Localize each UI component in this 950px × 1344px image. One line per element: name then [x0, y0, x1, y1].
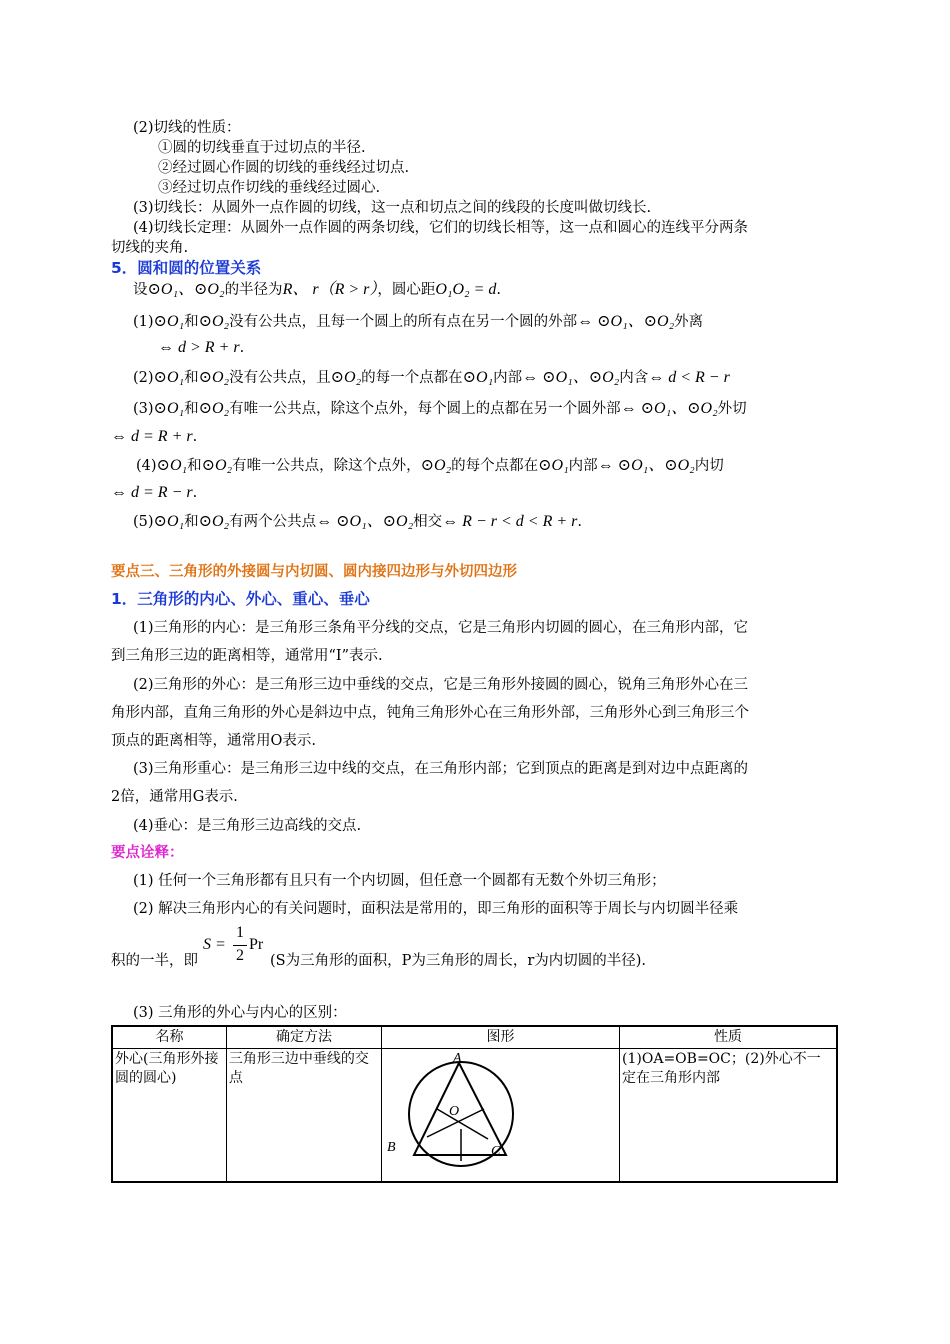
- tangent-length: (3)切线长：从圆外一点作圆的切线，这一点和切点之间的线段的长度叫做切线长.: [133, 200, 652, 216]
- text: 和: [184, 401, 199, 417]
- tangent-prop-2: ②经过圆心作圆的切线的垂线经过切点.: [158, 160, 410, 176]
- bisector-ab: [437, 1109, 488, 1139]
- centroid-line1: (3)三角形重心：是三角形三边中线的交点，在三角形内部；它到顶点的距离是到对边中点距离的: [133, 761, 749, 777]
- tangent-theorem-line2: 切线的夹角.: [111, 240, 189, 256]
- math: ⊙O₂: [198, 369, 230, 386]
- circumcenter-line2: 角形内部，直角三角形的外心是斜边中点，钝角三角形外心在三角形外部，三角形外心到三角形三个: [111, 705, 749, 721]
- math: ⊙O₁: [538, 457, 569, 474]
- cell-property: (1)OA=OB=OC；(2)外心不一定在三角形内部: [620, 1049, 837, 1183]
- text: 和: [184, 314, 199, 330]
- text: 外离: [674, 314, 704, 330]
- case-1-line1: [133, 312, 703, 332]
- text: 有唯一公共点，除这个点外，每个圆上的点都在另一个圆外部: [229, 401, 621, 417]
- math: ⊙O₂: [330, 369, 362, 386]
- text: 和: [184, 370, 199, 386]
- text: (4): [136, 458, 157, 474]
- case-5: [133, 512, 582, 532]
- circumcenter-line1: (2)三角形的外心：是三角形三边中垂线的交点，它是三角形外接圆的圆心，锐角三角形外心在三: [133, 677, 749, 693]
- section3-heading: 要点三、三角形的外接圆与内切圆、圆内接四边形与外切四边形: [111, 564, 517, 580]
- cell-name: 外心(三角形外接圆的圆心): [112, 1049, 226, 1183]
- text: 内含: [619, 370, 649, 386]
- math: R、 r（R > r）: [282, 281, 378, 298]
- circles-heading: 5．圆和圆的位置关系: [111, 259, 262, 277]
- text: .: [239, 340, 245, 356]
- case-2: [133, 368, 730, 388]
- note-3: (3) 三角形的外心与内心的区别：: [133, 1005, 347, 1021]
- formula-rhs: Pr: [249, 936, 264, 953]
- text: 的每一个点都在: [361, 370, 463, 386]
- math: ⇔ d > R + r: [158, 339, 240, 356]
- math: ⊙O₂: [420, 457, 452, 474]
- math: ⊙O₂: [198, 313, 230, 330]
- note-2-line1: (2) 解决三角形内心的有关问题时，面积法是常用的，即三角形的面积等于周长与内切圆半径乘: [133, 901, 739, 917]
- circles-setup: [133, 280, 501, 300]
- label-c: C: [491, 1144, 501, 1159]
- text: 有两个公共点: [229, 514, 317, 530]
- circumcenter-line3: 顶点的距离相等，通常用O表示.: [111, 733, 316, 749]
- math: ⊙O₁: [153, 369, 185, 386]
- math: ⊙O₁: [153, 400, 185, 417]
- text: 的半径为: [224, 282, 283, 298]
- triangle: [414, 1063, 506, 1155]
- math: ⇔ ⊙O₁、⊙O₂: [620, 400, 718, 417]
- note-2-line2-prefix: 积的一半，即: [111, 953, 198, 969]
- table-row: [112, 1049, 837, 1183]
- incenter-line1: (1)三角形的内心：是三角形三条角平分线的交点，它是三角形内切圆的圆心，在三角形内部，它: [133, 620, 749, 636]
- comparison-table: [111, 1025, 838, 1183]
- formula-lhs: S =: [203, 936, 226, 953]
- note-2-line2-suffix: (S为三角形的面积，P为三角形的周长，r为内切圆的半径).: [270, 953, 647, 969]
- case-3-line1: [133, 399, 747, 419]
- math: O₁O₂ = d: [435, 281, 497, 298]
- text: 相交: [413, 514, 443, 530]
- text: 的每个点都在: [451, 458, 539, 474]
- formula-fraction-bar: [233, 945, 247, 946]
- incenter-line2: 到三角形三边的距离相等，通常用“I”表示.: [111, 648, 383, 664]
- text: 和: [187, 458, 202, 474]
- text: (2): [133, 370, 154, 386]
- case-4-line2: [111, 483, 197, 503]
- text: 内部: [493, 370, 523, 386]
- math: ⇔ ⊙O₁、⊙O₂: [577, 313, 675, 330]
- orthocenter-line: (4)垂心：是三角形三边高线的交点.: [133, 818, 362, 834]
- math: ⊙O₂: [198, 400, 230, 417]
- math: ⇔ R − r < d < R + r: [442, 513, 578, 530]
- math: ⇔ d = R + r: [111, 428, 193, 445]
- math: ⇔ d < R − r: [648, 369, 730, 386]
- centroid-line2: 2倍，通常用G表示.: [111, 789, 238, 805]
- text: 和: [184, 514, 199, 530]
- header-figure: 图形: [382, 1026, 620, 1049]
- text: .: [496, 282, 502, 298]
- math: ⇔ ⊙O₁、⊙O₂: [522, 369, 620, 386]
- tangent-prop-1: ①圆的切线垂直于过切点的半径.: [158, 140, 366, 156]
- text: 设: [133, 282, 148, 298]
- case-1-line2: [158, 338, 244, 358]
- text: (5): [133, 514, 154, 530]
- header-name: 名称: [112, 1026, 226, 1049]
- label-o: O: [449, 1104, 460, 1119]
- text: (3): [133, 401, 154, 417]
- tangent-props-title: (2)切线的性质：: [133, 120, 241, 136]
- math: ⊙O₁: [153, 313, 185, 330]
- text: (1): [133, 314, 154, 330]
- header-method: 确定方法: [226, 1026, 381, 1049]
- math: ⊙O₁: [462, 369, 494, 386]
- notes-heading: 要点诠释：: [111, 845, 184, 861]
- label-b: B: [387, 1140, 396, 1155]
- text: 有唯一公共点，除这个点外，: [232, 458, 421, 474]
- header-property: 性质: [620, 1026, 837, 1049]
- cell-method: 三角形三边中垂线的交点: [226, 1049, 381, 1183]
- label-a: A: [453, 1051, 462, 1066]
- math: ⇔ ⊙O₁、⊙O₂: [597, 457, 695, 474]
- text: 内部: [568, 458, 598, 474]
- math: ⊙O₁: [156, 457, 188, 474]
- note-1: (1) 任何一个三角形都有且只有一个内切圆，但任意一个圆都有无数个外切三角形；: [133, 873, 666, 889]
- tangent-prop-3: ③经过切点作切线的垂线经过圆心.: [158, 180, 381, 196]
- text: ，圆心距: [377, 282, 436, 298]
- text: .: [192, 485, 198, 501]
- table-header-row: [112, 1026, 837, 1049]
- math: ⇔ ⊙O₁、⊙O₂: [316, 513, 414, 530]
- text: 没有公共点，且: [229, 370, 331, 386]
- cell-figure: [382, 1049, 620, 1183]
- math: ⊙O₂: [201, 457, 233, 474]
- text: 没有公共点，且每一个圆上的所有点在另一个圆的外部: [229, 314, 578, 330]
- text: .: [577, 514, 582, 530]
- math: ⊙O₂: [198, 513, 230, 530]
- formula-denominator: 2: [236, 947, 244, 964]
- math: ⇔ d = R − r: [111, 484, 193, 501]
- tangent-theorem-line1: (4)切线长定理：从圆外一点作圆的两条切线，它们的切线长相等，这一点和圆心的连线平分两条: [133, 220, 749, 236]
- circumcircle-figure: [382, 1049, 616, 1175]
- formula-numerator: 1: [236, 924, 244, 941]
- case-3-line2: [111, 427, 197, 447]
- math: ⊙O₁、⊙O₂: [147, 281, 225, 298]
- text: 外切: [717, 401, 747, 417]
- case-4-line1: [136, 456, 724, 476]
- section3-subheading: 1．三角形的内心、外心、重心、垂心: [111, 590, 370, 608]
- math: ⊙O₁: [153, 513, 185, 530]
- text: 内切: [694, 458, 724, 474]
- text: .: [192, 429, 198, 445]
